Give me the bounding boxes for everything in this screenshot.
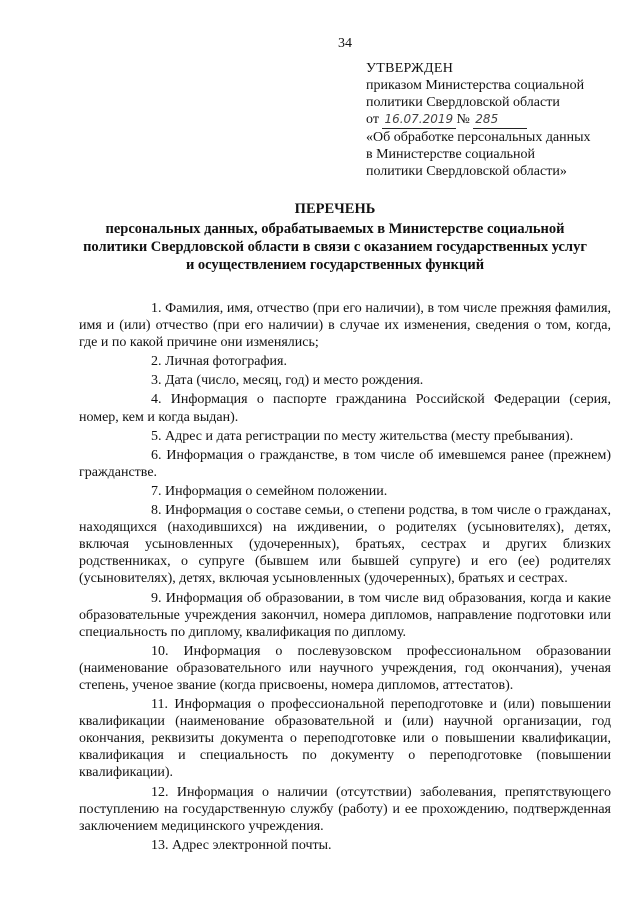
list-item: [79, 643, 611, 694]
heading-subtitle: персональных данных, обрабатываемых в Министерстве социальной политики Свердловской области в связи с оказанием государственных услуг и осуществлением государственных функций: [83, 221, 587, 273]
item-text: Адрес электронной почты.: [172, 837, 332, 853]
item-text: Информация о семейном положении.: [165, 483, 388, 499]
approval-line: «Об обработке персональных данных: [366, 130, 591, 145]
list-item: [79, 391, 611, 425]
list-item: [79, 483, 611, 500]
list-item: [79, 428, 611, 445]
approval-line: политики Свердловской области: [366, 95, 560, 110]
list-item: [79, 784, 611, 835]
item-number: 7.: [151, 483, 162, 499]
handwritten-number: 285: [473, 111, 527, 129]
approval-line: в Министерстве социальной: [366, 147, 536, 162]
item-number: 12.: [151, 784, 169, 800]
item-number: 1.: [151, 301, 162, 316]
list-item: [79, 447, 611, 481]
item-number: 6.: [151, 447, 162, 463]
item-number: 2.: [151, 354, 162, 370]
date-prefix: от: [366, 112, 379, 127]
item-number: 5.: [151, 428, 162, 444]
item-number: 8.: [151, 503, 162, 519]
item-text: Информация об образовании, в том числе вид образования, когда и какие образовательные учреждения закончил, номера дипломов, направление подготовки или специальность по диплому, квалификация по диплому.: [79, 590, 612, 640]
approval-date-line: [366, 111, 616, 129]
item-text: Дата (число, месяц, год) и место рождения.: [165, 373, 424, 389]
item-number: 9.: [151, 590, 162, 606]
item-text: Информация о составе семьи, о степени родства, в том числе о гражданах, находящихся (находившихся) на иждивении, о родителях (усыновителях), детях, включая усыновленных (удочеренных), братьях, сестрах и других близких родственниках, о супруге (бывшем или бывшей супруге) и его (ее) родителях (усыновителях), детях, включая усыновленных (удочеренных), братьях и сестрах.: [79, 503, 611, 587]
list-item: [79, 590, 611, 641]
item-text: Информация о паспорте гражданина Российской Федерации (серия, номер, кем и когда выдан).: [79, 392, 611, 425]
approval-line: приказом Министерства социальной: [366, 78, 585, 93]
item-number: 10.: [151, 643, 169, 659]
item-text: Информация о наличии (отсутствии) заболевания, препятствующего поступлению на государственную службу (работу) и ее прохождению, подтвержденная заключением медицинского учреждения.: [79, 784, 611, 834]
approval-line: политики Свердловской области»: [366, 164, 567, 179]
item-text: Информация о послевузовском профессиональном образовании (наименование образовательного или научного учреждения, год окончания), ученая степень, ученое звание (когда присвоены, номера дипломов, аттестатов).: [79, 643, 612, 693]
item-number: 3.: [151, 373, 162, 389]
list-item: [79, 372, 611, 389]
list-item: [79, 696, 611, 781]
handwritten-date: 16.07.2019: [382, 111, 456, 129]
item-text: Информация о профессиональной переподготовке и (или) повышении квалификации (наименование образовательной и (или) научной организации, год окончания, реквизиты документа о переподготовке или о повышении квалификации, квалификация и специальность по документу о переподготовке (повышении квалификации).: [79, 697, 611, 781]
item-number: 4.: [151, 392, 162, 408]
item-number: 13.: [151, 837, 169, 853]
list-item: [79, 300, 611, 351]
approval-title: УТВЕРЖДЕН: [366, 61, 454, 76]
item-text: Адрес и дата регистрации по месту жительства (месту пребывания).: [165, 428, 574, 444]
item-text: Информация о гражданстве, в том числе об имевшемся ранее (прежнем) гражданстве.: [79, 447, 612, 480]
list-item: [79, 353, 611, 370]
number-sign: №: [456, 112, 470, 127]
list-item: [79, 837, 611, 854]
item-number: 11.: [151, 697, 168, 713]
page-number: 34: [338, 36, 352, 51]
item-text: Фамилия, имя, отчество (при его наличии), в том числе прежняя фамилия, имя и (или) отчество (при его наличии) в случае их изменения, сведения о том, когда, где и по какой причине они изменялись;: [79, 301, 612, 351]
data-list: [79, 300, 611, 856]
approval-block: [366, 60, 616, 180]
heading-title: ПЕРЕЧЕНЬ: [294, 201, 376, 217]
list-item: [79, 502, 611, 587]
item-text: Личная фотография.: [165, 354, 287, 370]
document-heading: [80, 200, 590, 274]
